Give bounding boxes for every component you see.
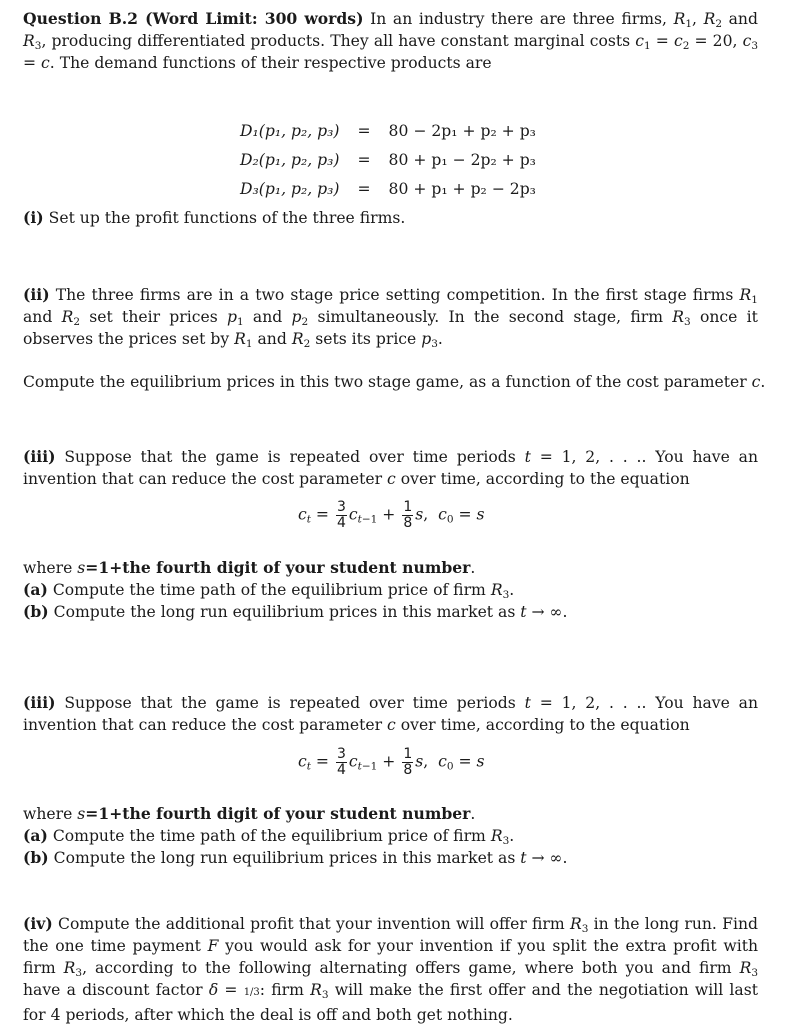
question-title: Question B.2 (Word Limit: 300 words) [23, 9, 364, 28]
part-iv: (iv) Compute the additional profit that your invention will offer firm $R_3$ in the long run. Find the one time payment F you would ask for your invention if you split the extra profit with firm $R_3$, according to the following alternating offers game, where both you and firm $R_3$ have a discount factor δ = 1/3: firm $R_3$ will make the first offer and the negotiation will last for 4 periods, after which the deal is off and both get nothing. [23, 914, 758, 1024]
part-iii-b-repeat: (b) Compute the long run equilibrium prices in this market as t → ∞. [23, 848, 568, 867]
part-iii-label: (iii) [23, 447, 56, 466]
part-ii-label: (ii) [23, 285, 50, 304]
part-iv-label: (iv) [23, 914, 53, 933]
question-header: Question B.2 (Word Limit: 300 words) In an industry there are three firms, $R_1$, $R_2$ and $R_3$, producing differentiated products. They all have constant marginal costs $c_1 = c_2 = 20$, $c_3 = c$. The demand functions of their respective products are [23, 9, 758, 72]
part-ii-compute: Compute the equilibrium prices in this two stage game, as a function of the cost parameter c. [23, 373, 766, 391]
part-ii: (ii) The three firms are in a two stage price setting competition. In the first stage firms $R_1$ and $R_2$ set their prices $p_1$ and $p_2$ simultaneously. In the second stage, firm $R_3$ once it observes the prices set by $R_1$ and $R_2$ sets its price $p_3$. [23, 285, 758, 350]
cost-equation: $c_t$ = $\frac{3}{4}$ $c_{t-1}$ + $\frac{1}{8}$ s, $c_0 = s$ [298, 499, 485, 531]
part-i-label: (i) [23, 208, 44, 227]
demand-row: D₂(p₁, p₂, p₃) = 80 + p₁ − 2p₂ + p₃ [240, 150, 536, 169]
student-number-note-repeat: where s=1+the fourth digit of your student number. [23, 804, 476, 823]
cost-equation-repeat: $c_t$ = $\frac{3}{4}$ $c_{t-1}$ + $\frac{1}{8}$ s, $c_0 = s$ [298, 746, 485, 778]
fraction: $\frac{1}{8}$ [403, 499, 413, 531]
student-number-note: where s=1+the fourth digit of your student number. [23, 558, 476, 577]
part-iii-a-repeat: (a) Compute the time path of the equilibrium price of firm $R_3$. [23, 826, 515, 847]
part-i: (i) Set up the profit functions of the three firms. [23, 208, 406, 227]
fraction: $\frac{1}{8}$ [403, 746, 413, 778]
demand-equations [240, 116, 536, 203]
fraction: $\frac{3}{4}$ [336, 746, 346, 778]
demand-row: D₁(p₁, p₂, p₃) = 80 − 2p₁ + p₂ + p₃ [240, 121, 536, 140]
part-iii: (iii) Suppose that the game is repeated over time periods t = 1, 2, . . .. You have an invention that can reduce the cost parameter c over time, according to the equation [23, 447, 758, 488]
demand-row: D₃(p₁, p₂, p₃) = 80 + p₁ + p₂ − 2p₃ [240, 179, 536, 198]
fraction: $\frac{3}{4}$ [336, 499, 346, 531]
part-iii-repeat: (iii) Suppose that the game is repeated over time periods t = 1, 2, . . .. You have an invention that can reduce the cost parameter c over time, according to the equation [23, 693, 758, 734]
part-iii-a: (a) Compute the time path of the equilibrium price of firm $R_3$. [23, 580, 515, 601]
part-iii-b: (b) Compute the long run equilibrium prices in this market as t → ∞. [23, 602, 568, 621]
